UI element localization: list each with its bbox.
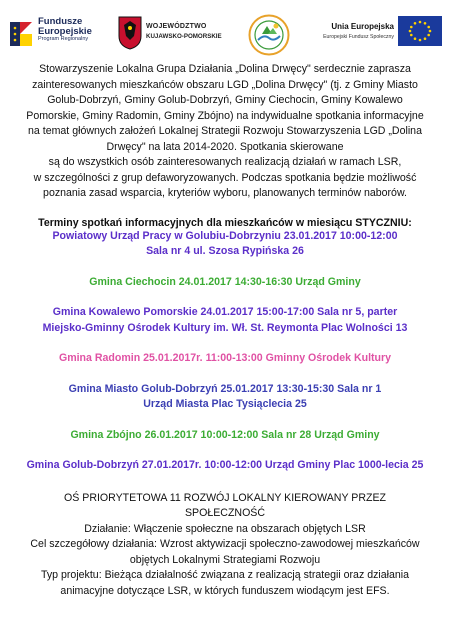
footer-line: animacyjne dotyczące LSR, w których funduszem wiodącym jest EFS. — [60, 584, 390, 597]
lgd-badge-icon — [248, 14, 290, 56]
intro-line: zainteresowanych mieszkańców obszaru LGD „Dolina Drwęcy" (tj. z Gminy Miasto — [32, 78, 418, 91]
footer-line: Typ projektu: Bieżąca działalność związana z realizacją strategii oraz działania — [40, 569, 410, 581]
meeting-line: Miejsko-Gminny Ośrodek Kultury im. Wł. St. Reymonta Plac Wolności 13 — [42, 321, 408, 334]
meeting-gmina-radomin — [14, 351, 436, 367]
footer-line: Cel szczegółowy działania: Wzrost aktywizacji społeczno-zawodowej mieszkańców — [30, 538, 420, 550]
meeting-line: Gmina Golub-Dobrzyń 27.01.2017r. 10:00-12:00 Urząd Gminy Plac 1000-lecia 25 — [26, 459, 424, 471]
meeting-line: Urząd Miasta Plac Tysiąclecia 25 — [143, 398, 307, 410]
main-content — [14, 62, 436, 599]
meeting-line: Sala nr 4 ul. Szosa Rypińska 26 — [146, 245, 304, 257]
meeting-gmina-zbojno — [14, 428, 436, 444]
meeting-gmina-miasto-golub-dobrzyn — [14, 382, 436, 413]
fundusze-europejskie-logo — [8, 14, 108, 56]
ue-fund: Europejski Fundusz Społeczny — [323, 34, 394, 40]
meeting-line: Gmina Zbójno 26.01.2017 10:00-12:00 Sala nr 28 Urząd Gminy — [70, 428, 380, 441]
intro-line: Stowarzyszenie Lokalna Grupa Działania „Dolina Drwęcy" serdecznie zaprasza — [39, 63, 411, 75]
meeting-line: Powiatowy Urząd Pracy w Golubiu-Dobrzyniu 23.01.2017 10:00-12:00 — [52, 229, 398, 242]
intro-line: są do wszystkich osób zainteresowanych realizacją działań w ramach LSR, — [48, 156, 402, 168]
program-footer — [14, 491, 436, 600]
ue-title: Unia Europejska — [331, 22, 394, 31]
meeting-gmina-golub-dobrzyn — [14, 458, 436, 474]
meeting-line: Gmina Radomin 25.01.2017r. 11:00-13:00 Gminny Ośrodek Kultury — [58, 352, 392, 364]
intro-line: na temat głównych założeń Lokalnej Strategii Rozwoju Stowarzyszenia LGD „Dolina — [28, 125, 422, 137]
intro-line: Pomorskie, Gminy Radomin, Gminy Zbójno) na indywidualne spotkania informacyjne — [26, 109, 424, 122]
intro-line: Golub-Dobrzyń, Gminy Golub-Dobrzyń, Gminy Ciechocin, Gminy Kowalewo — [47, 94, 403, 106]
eu-flag-icon — [398, 16, 442, 46]
schedule-heading: Terminy spotkań informacyjnych dla mieszkańców w miesiącu STYCZNIU: — [38, 216, 412, 229]
wojewodztwo-shield-icon — [118, 16, 142, 50]
intro-line: Drwęcy" na lata 2014-2020. Spotkania skierowane — [106, 140, 344, 153]
meeting-line: Gmina Ciechocin 24.01.2017 14:30-16:30 Urząd Gminy — [89, 275, 361, 288]
intro-line: w szczególności z grup defaworyzowanych. Podczas spotkania będzie możliwość — [33, 171, 417, 184]
footer-line: OŚ PRIORYTETOWA 11 ROZWÓJ LOKALNY KIEROWANY PRZEZ — [64, 491, 386, 504]
wojewodztwo-logo — [118, 14, 228, 56]
fundusze-subtitle: Program Regionalny — [38, 36, 89, 42]
wojewodztwo-region: KUJAWSKO-POMORSKIE — [146, 33, 222, 40]
meeting-powiatowy-urzad-pracy — [14, 229, 436, 260]
footer-line: Działanie: Włączenie społeczne na obszarach objętych LSR — [84, 522, 366, 535]
lgd-dolina-drwecy-logo — [248, 14, 290, 56]
meeting-gmina-ciechocin — [14, 275, 436, 291]
meeting-gmina-kowalewo-pomorskie — [14, 305, 436, 336]
meeting-line: Gmina Kowalewo Pomorskie 24.01.2017 15:00-17:00 Sala nr 5, parter — [52, 306, 398, 318]
fundusze-emblem-icon — [8, 18, 34, 48]
intro-line: poznania zasad wsparcia, kryteriów wyboru, planowanych terminów naborów. — [43, 187, 407, 199]
intro-paragraph — [14, 62, 436, 202]
logo-bar — [0, 14, 450, 56]
unia-europejska-logo — [320, 14, 444, 56]
footer-line: objętych Lokalnymi Strategiami Rozwoju — [129, 553, 321, 566]
footer-line: SPOŁECZNOŚĆ — [184, 507, 266, 519]
wojewodztwo-label: WOJEWÓDZTWO — [146, 23, 207, 30]
fundusze-title: Fundusze Europejskie — [38, 16, 92, 37]
meeting-line: Gmina Miasto Golub-Dobrzyń 25.01.2017 13:30-15:30 Sala nr 1 — [68, 382, 382, 395]
